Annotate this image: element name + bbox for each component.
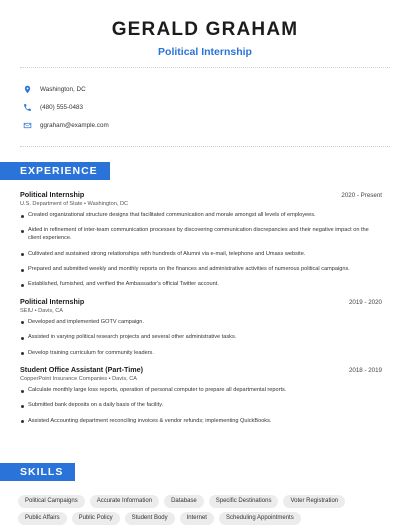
skill-chip: Political Campaigns [18, 495, 85, 508]
location-text: Washington, DC [40, 85, 86, 93]
entry-title: Political Internship [20, 190, 85, 199]
entry-title: Political Internship [20, 296, 85, 306]
bullet-item: Submitted bank deposits on a daily basis of the facility. [20, 402, 382, 410]
divider [20, 146, 390, 147]
skills-list [18, 495, 392, 529]
contact-location [22, 80, 382, 98]
skills-heading: SKILLS [0, 463, 75, 481]
bullet-item: Develop training curriculum for community leaders. [20, 350, 382, 358]
resume-header [0, 0, 410, 58]
skill-chip: Student Body [125, 512, 175, 525]
entry-organization: SEIU • Davis, CA [20, 307, 63, 314]
entry-title: Student Office Assistant (Part-Time) [20, 364, 144, 374]
phone-icon [22, 102, 32, 112]
bullet-item: Assisted in varying political research projects and several other administrative tasks. [20, 334, 382, 342]
skill-chip: Voter Registration [283, 495, 345, 508]
entry-dates: 2020 - Present [341, 192, 382, 199]
entry-organization: U.S. Department of State • Washington, DC [20, 201, 129, 207]
phone-text: (480) 555-0483 [40, 103, 84, 111]
skill-chip: Database [164, 495, 204, 508]
bullet-item: Aided in refinement of inter-team communication processes by discovering communication discrepancies and their negative impact on the client experience. [20, 227, 382, 243]
bullet-item: Cultivated and sustained strong relationships with hundreds of Alumni via e-mail, telephone and Umass website. [20, 251, 382, 259]
email-text: ggraham@example.com [40, 121, 109, 129]
skill-chip: Internet [180, 512, 214, 525]
entry-organization: CopperPoint Insurance Companies • Davis, CA [20, 375, 137, 382]
bullet-item: Calculate monthly large loss reports, operation of personal computer to prepare all departmental reports. [20, 387, 382, 395]
bullet-item: Established, furnished, and verified the Ambassador's official Twitter account. [20, 281, 382, 289]
candidate-name: GERALD GRAHAM [111, 19, 299, 40]
job-title: Political Internship [158, 46, 252, 58]
experience-list [20, 190, 382, 433]
contact-email [22, 116, 382, 134]
experience-entry [20, 365, 382, 426]
divider [20, 67, 390, 68]
bullet-item: Prepared and submitted weekly and monthly reports on the finances and administrative activities of numerous political campaigns. [20, 266, 382, 274]
contact-list [22, 80, 382, 134]
bullet-list [20, 212, 382, 289]
bullet-item: Created organizational structure designs that facilitated communication and morale amongst all levels of employees. [20, 212, 382, 220]
contact-phone [22, 98, 382, 116]
skill-chip: Public Policy [72, 512, 120, 525]
skill-chip: Accurate Information [90, 495, 159, 508]
experience-entry [20, 297, 382, 358]
bullet-list [20, 387, 382, 426]
entry-dates: 2018 - 2019 [348, 366, 382, 374]
experience-heading: EXPERIENCE [0, 162, 110, 180]
skill-chip: Scheduling Appointments [219, 512, 301, 525]
bullet-item: Developed and implemented GOTV campaign. [20, 319, 382, 327]
email-icon [22, 120, 32, 130]
location-pin-icon [22, 84, 32, 94]
experience-entry [20, 190, 382, 289]
skill-chip: Public Affairs [18, 512, 67, 525]
entry-dates: 2019 - 2020 [348, 298, 382, 306]
skill-chip: Specific Destinations [209, 495, 279, 508]
bullet-item: Assisted Accounting department reconciling invoices & vendor refunds; implementing QuickBooks. [20, 418, 382, 426]
bullet-list [20, 319, 382, 358]
